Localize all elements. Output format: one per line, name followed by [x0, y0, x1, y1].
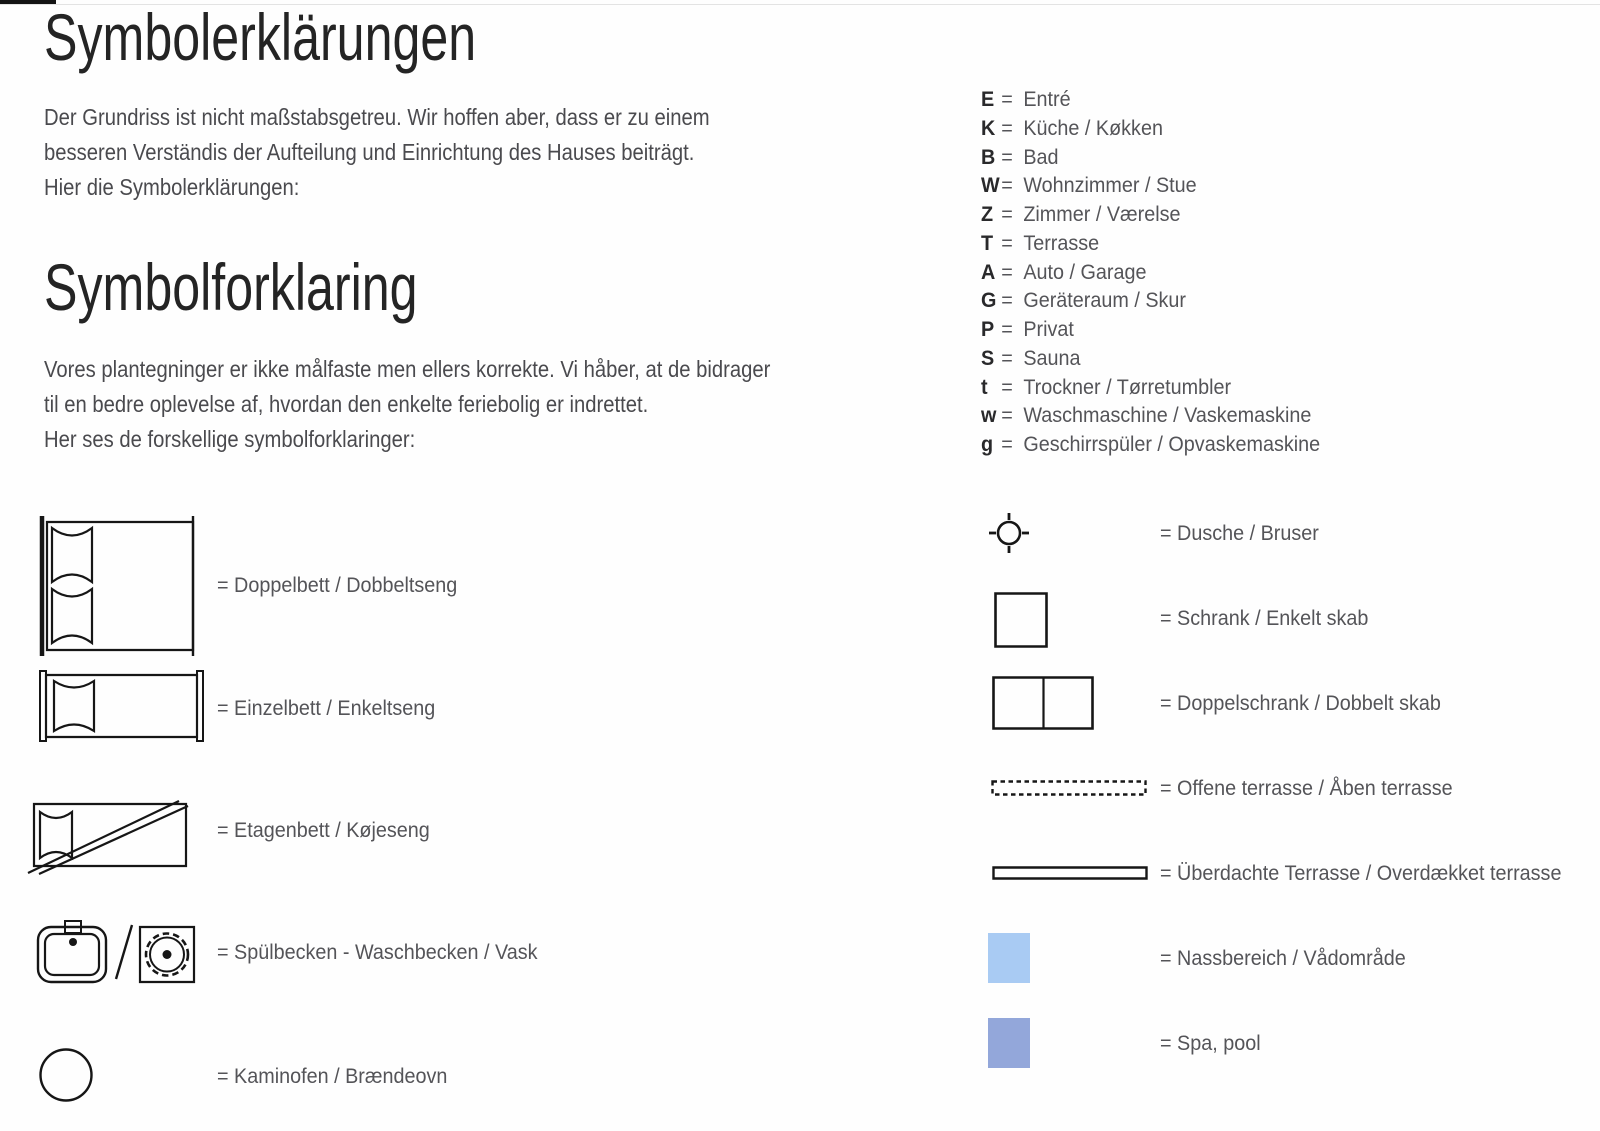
legend-meaning: Zimmer / Værelse: [1023, 202, 1181, 226]
double-bed-icon: [38, 516, 200, 656]
legend-letter: G: [981, 288, 997, 313]
sink-washbasin-icon: [38, 921, 196, 983]
legend-letter: g: [981, 432, 994, 456]
shower-icon: [986, 510, 1032, 556]
letter-legend-row: [981, 286, 1320, 315]
legend-meaning: Trockner / Tørretumbler: [1023, 374, 1232, 399]
intro-danish: [44, 352, 770, 457]
symbol-label-sink: = Spülbecken - Waschbecken / Vask: [217, 940, 538, 964]
letter-legend-row: [981, 200, 1320, 229]
equals-sign: =: [1001, 115, 1013, 140]
symbol-label-spa-pool: = Spa, pool: [1160, 1031, 1261, 1055]
legend-meaning: Geschirrspüler / Opvaskemaskine: [1023, 432, 1321, 456]
equals-sign: =: [1001, 259, 1013, 284]
legend-letter: P: [981, 317, 995, 341]
legend-letter: K: [981, 115, 996, 140]
legend-letter: W: [981, 173, 1000, 198]
symbol-label-double-wardrobe: = Doppelschrank / Dobbelt skab: [1160, 691, 1441, 715]
single-wardrobe-icon: [994, 592, 1048, 648]
intro-german-line: Hier die Symbolerklärungen:: [44, 174, 300, 200]
equals-sign: =: [1001, 288, 1013, 313]
intro-danish-line: til en bedre oplevelse af, hvordan den enkelte feriebolig er indrettet.: [44, 391, 649, 417]
symbol-label-wood-stove: = Kaminofen / Brændeovn: [217, 1064, 448, 1088]
single-bed-icon: [38, 671, 205, 741]
symbol-label-shower: = Dusche / Bruser: [1160, 521, 1319, 545]
equals-sign: =: [1001, 230, 1013, 255]
intro-danish-line: Vores plantegninger er ikke målfaste men ellers korrekte. Vi håber, at de bidrager: [44, 356, 771, 382]
symbol-label-bunk-bed: = Etagenbett / Køjeseng: [217, 818, 430, 842]
equals-sign: =: [1001, 144, 1013, 169]
letter-legend-row: [981, 229, 1320, 258]
open-terrace-icon: [991, 780, 1147, 796]
legend-letter: T: [981, 230, 994, 255]
legend-meaning: Waschmaschine / Vaskemaskine: [1023, 403, 1312, 428]
legend-meaning: Entré: [1023, 87, 1071, 111]
legend-letter: E: [981, 87, 995, 111]
legend-meaning: Bad: [1023, 144, 1059, 169]
symbol-label-open-terrace: = Offene terrasse / Åben terrasse: [1160, 776, 1453, 800]
symbol-label-covered-terrace: = Überdachte Terrasse / Overdækket terrasse: [1160, 861, 1562, 885]
equals-sign: =: [1001, 202, 1013, 226]
legend-letter: A: [981, 259, 996, 284]
letter-legend-row: [981, 401, 1320, 430]
equals-sign: =: [1001, 432, 1013, 456]
spa-pool-icon: [988, 1018, 1030, 1068]
page-title-german: Symbolerklärungen: [44, 0, 477, 74]
legend-letter: t: [981, 374, 988, 399]
legend-letter: B: [981, 144, 996, 169]
symbol-label-double-bed: = Doppelbett / Dobbeltseng: [217, 573, 458, 597]
equals-sign: =: [1001, 374, 1013, 399]
intro-german: [44, 100, 710, 205]
equals-sign: =: [1001, 87, 1013, 111]
letter-legend-row: [981, 143, 1320, 172]
symbol-label-single-wardrobe: = Schrank / Enkelt skab: [1160, 606, 1369, 630]
symbol-label-wet-area: = Nassbereich / Vådområde: [1160, 946, 1406, 970]
letter-legend-row: [981, 430, 1320, 459]
equals-sign: =: [1001, 345, 1013, 370]
equals-sign: =: [1001, 403, 1013, 428]
letter-legend-row: [981, 171, 1320, 200]
legend-meaning: Terrasse: [1023, 230, 1100, 255]
legend-meaning: Küche / Køkken: [1023, 115, 1163, 140]
letter-legend-row: [981, 373, 1320, 402]
legend-letter: S: [981, 345, 995, 370]
letter-legend-row: [981, 258, 1320, 287]
intro-danish-line: Her ses de forskellige symbolforklaringer:: [44, 426, 416, 452]
letter-legend-row: [981, 114, 1320, 143]
legend-meaning: Geräteraum / Skur: [1023, 288, 1187, 313]
legend-meaning: Privat: [1023, 317, 1074, 341]
wood-stove-icon: [38, 1047, 94, 1103]
intro-german-line: besseren Verständis der Aufteilung und Einrichtung des Hauses beiträgt.: [44, 139, 695, 165]
legend-meaning: Wohnzimmer / Stue: [1023, 173, 1197, 198]
equals-sign: =: [1001, 317, 1013, 341]
letter-legend-row: [981, 315, 1320, 344]
bunk-bed-icon: [30, 796, 190, 874]
double-wardrobe-icon: [992, 676, 1094, 730]
covered-terrace-icon: [992, 866, 1148, 880]
letter-legend-row: [981, 344, 1320, 373]
legend-letter: Z: [981, 202, 994, 226]
letter-legend: [981, 85, 1320, 459]
wet-area-icon: [988, 933, 1030, 983]
legend-meaning: Sauna: [1023, 345, 1081, 370]
symbol-label-single-bed: = Einzelbett / Enkeltseng: [217, 696, 436, 720]
equals-sign: =: [1001, 173, 1013, 198]
page-title-danish: Symbolforklaring: [44, 250, 418, 324]
letter-legend-row: [981, 85, 1320, 114]
intro-german-line: Der Grundriss ist nicht maßstabsgetreu. Wir hoffen aber, dass er zu einem: [44, 104, 710, 130]
legend-letter: w: [981, 403, 997, 428]
legend-meaning: Auto / Garage: [1023, 259, 1147, 284]
